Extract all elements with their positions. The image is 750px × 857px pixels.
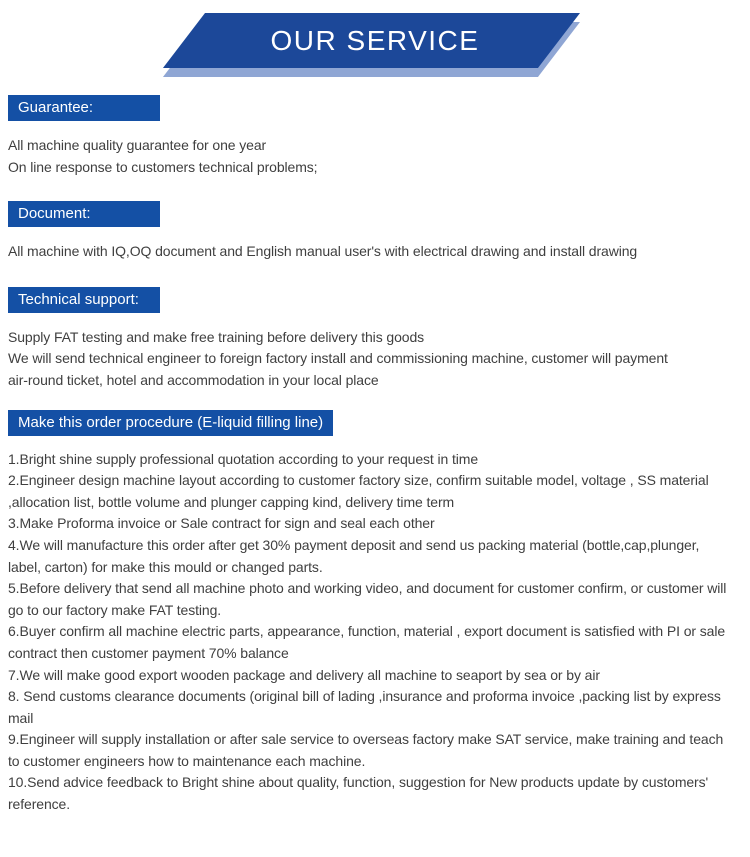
text-line: to customer engineers how to maintenance each machine. — [8, 752, 366, 769]
section-body-order-procedure — [8, 449, 746, 816]
text-line: 5.Before delivery that send all machine photo and working video, and document for customer confirm, or customer will — [8, 580, 727, 597]
text-line: reference. — [8, 796, 71, 813]
section-header-order-procedure: Make this order procedure (E-liquid filling line) — [8, 410, 333, 436]
text-line: 1.Bright shine supply professional quotation according to your request in time — [8, 450, 479, 467]
section-body-guarantee — [8, 135, 746, 178]
text-line: 7.We will make good export wooden package and delivery all machine to seaport by sea or by air — [8, 666, 600, 683]
text-line: go to our factory make FAT testing. — [8, 601, 222, 618]
section-header-guarantee: Guarantee: — [8, 95, 160, 121]
text-line: We will send technical engineer to foreign factory install and commissioning machine, customer will payment — [8, 350, 668, 367]
text-line: air-round ticket, hotel and accommodation in your local place — [8, 371, 379, 388]
service-banner — [0, 0, 750, 90]
text-line: 8. Send customs clearance documents (original bill of lading ,insurance and proforma invoice ,packing list by express — [8, 688, 721, 705]
section-body-document — [8, 241, 746, 263]
text-line: label, carton) for make this mould or changed parts. — [8, 558, 323, 575]
text-line: 9.Engineer will supply installation or after sale service to overseas factory make SAT service, make training and teach — [8, 731, 724, 748]
text-line: All machine quality guarantee for one year — [8, 137, 267, 153]
section-header-document: Document: — [8, 201, 160, 227]
section-body-technical-support — [8, 327, 746, 392]
text-line: All machine with IQ,OQ document and English manual user's with electrical drawing and install drawing — [8, 243, 638, 260]
text-line: mail — [8, 709, 34, 726]
section-header-technical-support: Technical support: — [8, 287, 160, 313]
service-content — [0, 90, 750, 816]
text-line: 4.We will manufacture this order after get 30% payment deposit and send us packing material (bottle,cap,plunger, — [8, 536, 700, 553]
banner-title: OUR SERVICE — [270, 24, 480, 56]
text-line: 3.Make Proforma invoice or Sale contract for sign and seal each other — [8, 515, 435, 532]
text-line: On line response to customers technical problems; — [8, 158, 318, 175]
text-line: contract then customer payment 70% balance — [8, 644, 289, 661]
text-line: 2.Engineer design machine layout according to customer factory size, confirm suitable model, voltage , SS material — [8, 472, 709, 489]
text-line: 6.Buyer confirm all machine electric parts, appearance, function, material , export document is satisfied with PI or sale — [8, 623, 726, 640]
text-line: ,allocation list, bottle volume and plunger capping kind, delivery time term — [8, 493, 455, 510]
text-line: Supply FAT testing and make free training before delivery this goods — [8, 328, 425, 345]
text-line: 10.Send advice feedback to Bright shine about quality, function, suggestion for New products update by customers' — [8, 774, 709, 791]
